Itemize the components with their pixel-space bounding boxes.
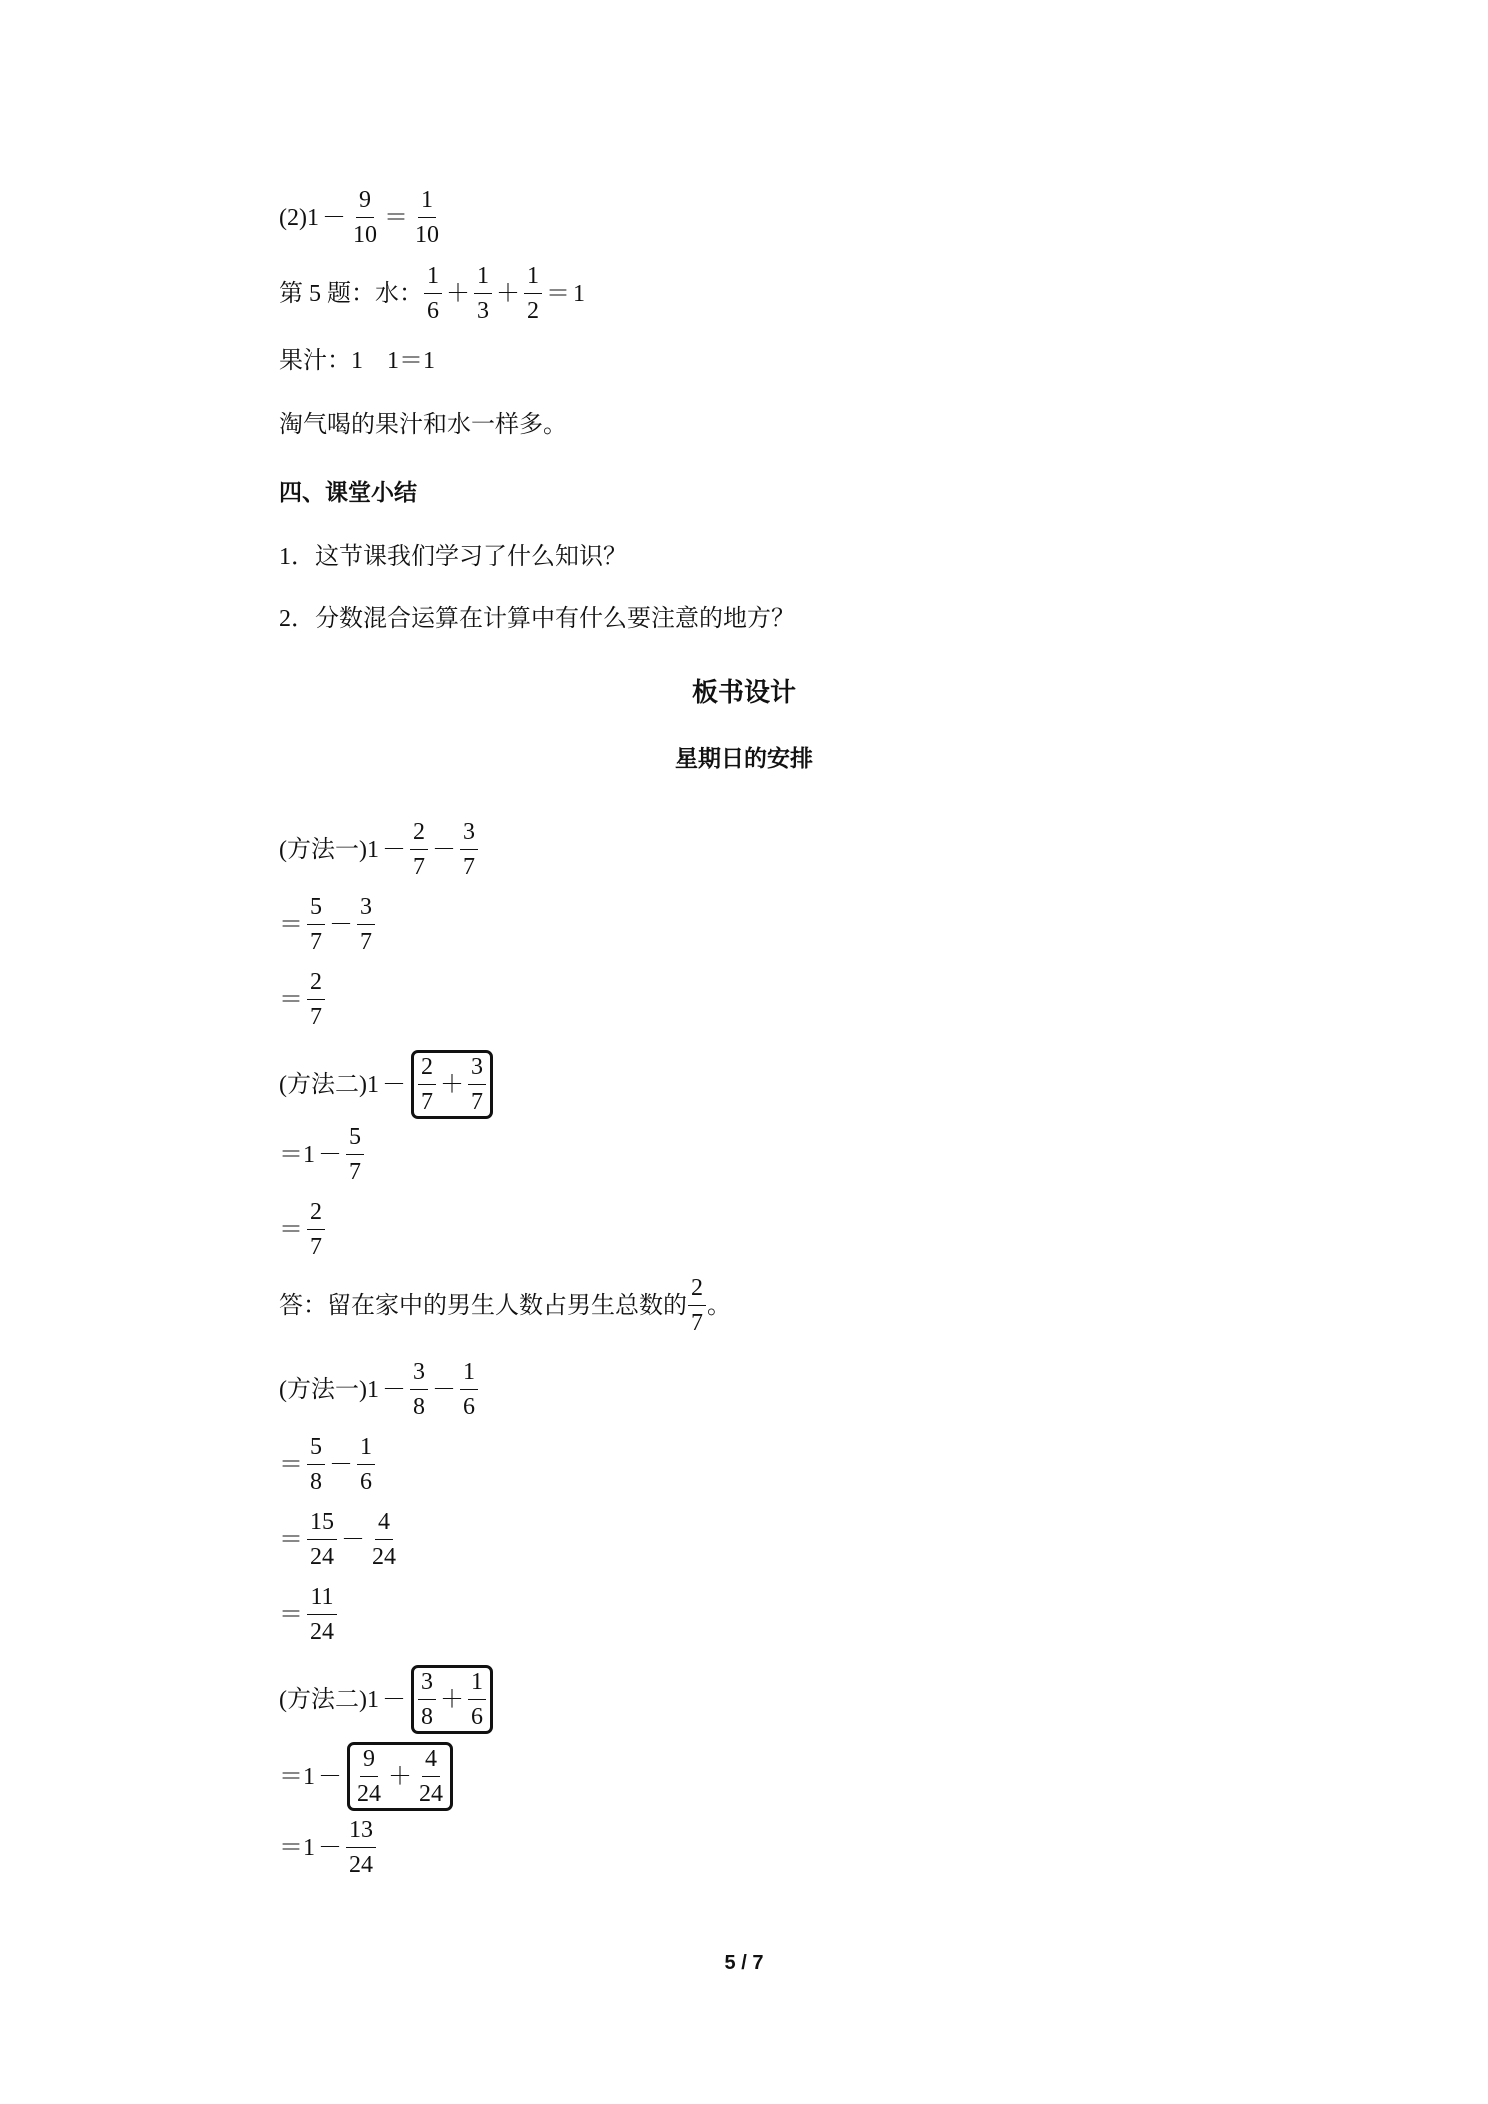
line-text: ＝1 — [279, 1141, 315, 1168]
fraction: $\frac{11}{24}$ — [307, 1585, 337, 1644]
board-subtitle: 星期日的安排 — [675, 746, 813, 772]
line-text: 果汁：1 1＝1 — [279, 348, 435, 374]
fraction: $\frac{1}{3}$ — [474, 264, 492, 323]
plus-sign: ＋ — [439, 1686, 464, 1713]
calc2-step4 — [279, 1742, 453, 1811]
conclusion-line — [279, 410, 567, 440]
parenthesis-group — [411, 1665, 493, 1734]
line-2-result — [279, 188, 443, 247]
minus-sign: － — [318, 1834, 342, 1861]
fraction: $\frac{5}{7}$ — [346, 1125, 364, 1184]
problem-5-water — [279, 264, 585, 323]
minus-sign: － — [431, 836, 456, 863]
calc1-method1 — [279, 820, 479, 879]
method-label: (方法二)1 — [279, 1071, 379, 1098]
equals-sign: ＝ — [546, 280, 570, 307]
minus-sign: － — [329, 1451, 353, 1478]
method-label: (方法一)1 — [279, 836, 379, 863]
summary-question-1: 1．这节课我们学习了什么知识？ — [279, 544, 627, 570]
juice-line — [279, 346, 435, 376]
fraction: $\frac{5}{7}$ — [307, 895, 325, 954]
fraction: $\frac{15}{24}$ — [307, 1510, 337, 1569]
fraction: $\frac{1}{6}$ — [357, 1435, 375, 1494]
calc2-method2 — [279, 1665, 493, 1734]
calc2-step1 — [279, 1435, 376, 1494]
fraction: $\frac{2}{7}$ — [418, 1055, 436, 1114]
fraction: $\frac{3}{8}$ — [418, 1670, 436, 1729]
fraction: $\frac{1}{2}$ — [524, 264, 542, 323]
calc1-step4 — [279, 1200, 326, 1259]
line-text: ＝1 — [279, 1834, 315, 1861]
minus-sign: － — [381, 1686, 406, 1713]
parenthesis-group — [347, 1742, 453, 1811]
summary-question-2: 2．分数混合运算在计算中有什么要注意的地方？ — [279, 606, 795, 632]
plus-sign: ＋ — [446, 280, 470, 307]
equals-sign: ＝ — [279, 911, 303, 938]
fraction: $\frac{1}{6}$ — [468, 1670, 486, 1729]
fraction: $\frac{9}{10}$ — [352, 187, 377, 248]
fraction: $\frac{2}{7}$ — [688, 1276, 706, 1335]
equals-sign: ＝ — [279, 1451, 303, 1478]
equals-sign: ＝ — [279, 1216, 303, 1243]
calc2-step3 — [279, 1585, 338, 1644]
line-text: ＝1 — [279, 1763, 315, 1790]
minus-sign: － — [329, 911, 353, 938]
fraction: $\frac{2}{7}$ — [410, 820, 428, 879]
plus-sign: ＋ — [388, 1763, 412, 1790]
minus-sign: － — [318, 1763, 342, 1790]
fraction: $\frac{1}{10}$ — [414, 187, 439, 248]
fraction: $\frac{13}{24}$ — [346, 1818, 376, 1877]
parenthesis-group — [411, 1050, 493, 1119]
calc1-step2 — [279, 970, 326, 1029]
board-design-title: 板书设计 — [691, 678, 796, 708]
minus-sign: － — [381, 1376, 406, 1403]
plus-sign: ＋ — [439, 1071, 464, 1098]
method-label: (方法一)1 — [279, 1376, 379, 1403]
fraction: $\frac{1}{6}$ — [460, 1360, 478, 1419]
equals-sign: ＝ — [383, 204, 408, 231]
minus-sign: － — [321, 204, 346, 231]
calc1-answer — [279, 1276, 731, 1335]
fraction: $\frac{5}{8}$ — [307, 1435, 325, 1494]
result-value: 1 — [573, 280, 585, 307]
minus-sign: － — [341, 1526, 365, 1553]
fraction: $\frac{3}{7}$ — [460, 820, 478, 879]
equals-sign: ＝ — [279, 1601, 303, 1628]
fraction: $\frac{4}{24}$ — [372, 1509, 396, 1570]
minus-sign: － — [318, 1141, 342, 1168]
method-label: (方法二)1 — [279, 1686, 379, 1713]
page-number: 5 / 7 — [724, 1952, 764, 1974]
answer-text: 答：留在家中的男生人数占男生总数的 — [279, 1292, 687, 1319]
answer-end: 。 — [707, 1292, 731, 1319]
fraction: $\frac{3}{7}$ — [468, 1055, 486, 1114]
equals-sign: ＝ — [279, 1526, 303, 1553]
plus-sign: ＋ — [496, 280, 520, 307]
line-text: (2)1 — [279, 204, 319, 231]
minus-sign: － — [381, 836, 406, 863]
fraction: $\frac{3}{8}$ — [410, 1360, 428, 1419]
fraction: $\frac{9}{24}$ — [357, 1746, 381, 1807]
calc1-step1 — [279, 895, 376, 954]
calc1-step3 — [279, 1125, 365, 1184]
minus-sign: － — [431, 1376, 456, 1403]
minus-sign: － — [381, 1071, 406, 1098]
calc2-method1 — [279, 1360, 479, 1419]
fraction: $\frac{1}{6}$ — [424, 264, 442, 323]
line-text: 第 5 题：水： — [279, 280, 423, 307]
calc1-method2 — [279, 1050, 493, 1119]
calc2-step2 — [279, 1510, 400, 1569]
line-text: 淘气喝的果汁和水一样多。 — [279, 412, 567, 438]
fraction: $\frac{2}{7}$ — [307, 1200, 325, 1259]
calc2-step5 — [279, 1818, 377, 1877]
fraction: $\frac{3}{7}$ — [357, 895, 375, 954]
section-heading: 四、课堂小结 — [279, 480, 417, 506]
fraction: $\frac{4}{24}$ — [419, 1746, 443, 1807]
equals-sign: ＝ — [279, 986, 303, 1013]
fraction: $\frac{2}{7}$ — [307, 970, 325, 1029]
